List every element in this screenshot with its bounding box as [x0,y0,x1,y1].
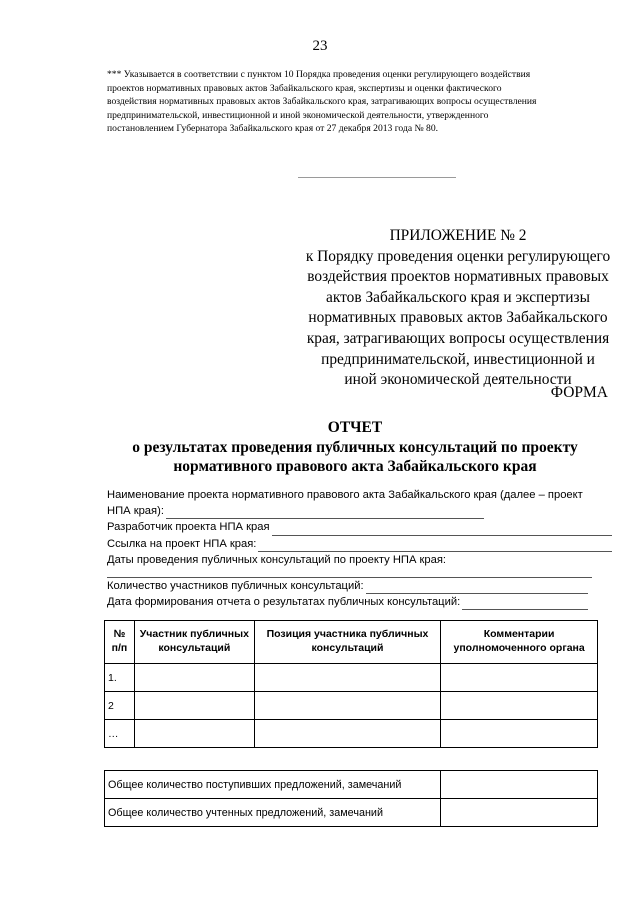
appendix-line: края, затрагивающих вопросы осуществления [306,329,610,347]
field-report-date-input[interactable] [462,598,588,610]
appendix-line: к Порядку проведения оценки регулирующего [305,247,611,265]
appendix-line: нормативных правовых актов Забайкальского [308,309,608,327]
appendix-line: актов Забайкальского края и экспертизы [326,288,590,306]
footnote-line: постановлением Губернатора Забайкальского края от 27 декабря 2013 года № 80. [107,123,439,135]
report-subtitle: о результатах проведения публичных консультаций по проекту [132,438,578,456]
summary-received-label: Общее количество поступивших предложений, замечаний [105,771,441,799]
field-dates-label: Даты проведения публичных консультаций по проекту НПА края: [107,553,447,566]
summary-row [105,799,598,827]
field-participants-label: Количество участников публичных консультаций: [107,580,364,593]
field-developer [107,519,612,535]
field-dates [107,552,612,568]
footnote-line: предпринимательской, инвестиционной и иной экономической деятельности, утвержденного [107,109,489,121]
table-row [105,692,598,720]
report-heading: ОТЧЕТ [327,419,383,436]
form-label: ФОРМА [550,384,608,401]
field-name-label-cont: НПА края): [107,505,164,518]
table-row [105,720,598,748]
row-number: 1. [105,664,135,692]
header-position: Позиция участника публичных консультаций [254,621,441,664]
page-number: 23 [312,38,328,54]
appendix-line: иной экономической деятельности [344,371,572,389]
footnote-line: проектов нормативных правовых актов Забайкальского края, экспертизы и оценки фактического [107,82,502,94]
report-title [100,418,610,477]
field-name-line2 [107,503,612,519]
separator-line [298,177,456,178]
field-name-input[interactable] [166,507,484,519]
row-number: … [105,720,135,748]
field-name-label: Наименование проекта нормативного правового акта Забайкальского края (далее – проект [107,489,583,501]
summary-table [104,770,598,827]
report-subtitle: нормативного правового акта Забайкальского края [173,458,537,475]
position-cell[interactable] [254,664,441,692]
field-link-label: Ссылка на проект НПА края: [107,537,257,550]
position-cell[interactable] [254,692,441,720]
participant-cell[interactable] [134,720,254,748]
form-fields [107,487,612,610]
header-number: № п/п [105,621,135,664]
field-developer-input[interactable] [272,524,612,536]
row-number: 2 [105,692,135,720]
footnote-line: воздействия нормативных правовых актов Забайкальского края, затрагивающих вопросы осуществления [107,96,537,108]
field-report-date-label: Дата формирования отчета о результатах публичных консультаций: [107,596,461,609]
field-dates-input[interactable] [107,568,592,578]
consultations-table [104,620,598,748]
field-participants-input[interactable] [366,582,588,594]
appendix-line: предпринимательской, инвестиционной и [321,350,595,368]
participant-cell[interactable] [134,692,254,720]
appendix-line: воздействия проектов нормативных правовых [307,268,609,286]
comments-cell[interactable] [441,720,598,748]
header-participant: Участник публичных консультаций [134,621,254,664]
appendix-title: ПРИЛОЖЕНИЕ № 2 [389,227,527,244]
position-cell[interactable] [254,720,441,748]
header-comments: Комментарии уполномоченного органа [441,621,598,664]
summary-accounted-label: Общее количество учтенных предложений, замечаний [105,799,441,827]
field-participants [107,578,612,594]
comments-cell[interactable] [441,692,598,720]
field-link [107,536,612,552]
summary-row [105,771,598,799]
field-developer-label: Разработчик проекта НПА края [107,521,270,534]
footnote [107,68,610,136]
appendix-block [300,226,616,391]
table-row [105,664,598,692]
participant-cell[interactable] [134,664,254,692]
field-report-date [107,594,612,610]
field-name-line1 [107,487,612,503]
table-header-row [105,621,598,664]
comments-cell[interactable] [441,664,598,692]
field-link-input[interactable] [258,540,612,552]
summary-accounted-value[interactable] [441,799,598,827]
footnote-line: *** Указывается в соответствии с пунктом 10 Порядка проведения оценки регулирующего воздействия [107,69,531,80]
summary-received-value[interactable] [441,771,598,799]
